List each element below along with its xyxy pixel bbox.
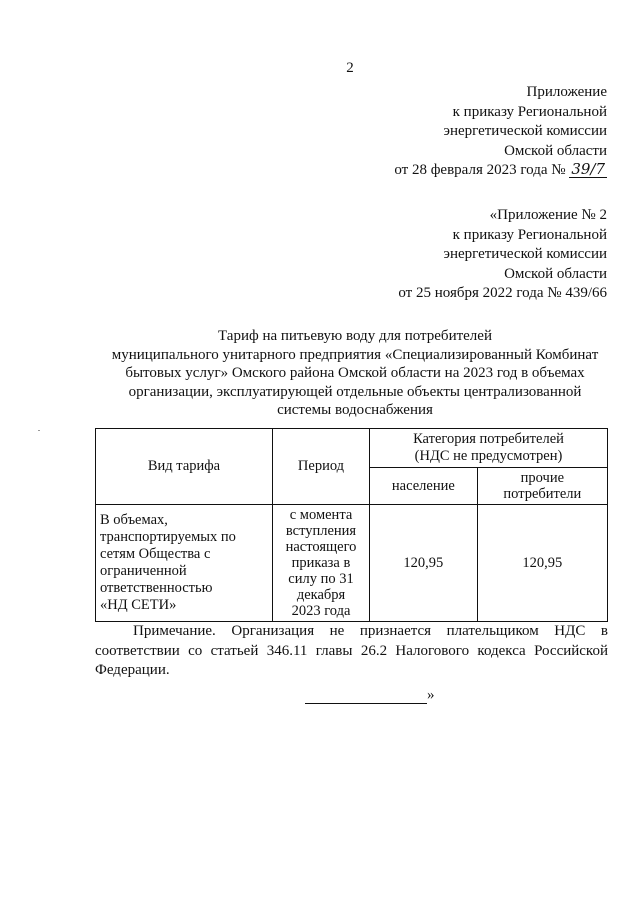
document-title bbox=[95, 327, 615, 420]
table-row bbox=[96, 505, 608, 622]
note-paragraph bbox=[95, 622, 608, 681]
handwritten-order-number: 39/7 bbox=[571, 160, 605, 178]
approval-line: Омской области bbox=[504, 265, 607, 282]
page-number: 2 bbox=[346, 60, 354, 76]
approval-line: Омской области bbox=[504, 142, 607, 159]
header-population: население bbox=[370, 468, 478, 505]
cell-line: сетям Общества с bbox=[100, 546, 211, 562]
header-consumer-category bbox=[370, 429, 608, 468]
approval-line: энергетической комиссии bbox=[443, 246, 607, 262]
header-category-line: Категория потребителей bbox=[413, 431, 564, 447]
approval-date-text: от 28 февраля 2023 года № bbox=[394, 162, 566, 178]
approval-date-line bbox=[394, 161, 607, 181]
approval-line: к приказу Региональной bbox=[452, 103, 607, 120]
approval-line: Приложение bbox=[526, 84, 607, 100]
cell-line: 2023 года bbox=[291, 603, 351, 619]
approval-block-original-order bbox=[398, 206, 607, 304]
cell-line: приказа в bbox=[291, 555, 351, 571]
cell-line: настоящего bbox=[285, 539, 357, 555]
approval-line: энергетической комиссии bbox=[443, 123, 607, 139]
title-line: Тариф на питьевую воду для потребителей bbox=[218, 328, 492, 344]
header-period: Период bbox=[273, 429, 370, 505]
cell-period bbox=[273, 505, 370, 622]
cell-line: ответственностью bbox=[100, 580, 213, 596]
tariff-table bbox=[95, 428, 608, 622]
note-text-line: соответствии со статьей 346.11 главы 26.2 Налогового кодекса Российской bbox=[95, 642, 608, 659]
header-category-line: (НДС не предусмотрен) bbox=[414, 448, 563, 464]
cell-line: «НД СЕТИ» bbox=[100, 597, 177, 613]
header-other-line: потребители bbox=[503, 486, 582, 502]
table-header-row bbox=[96, 429, 608, 468]
cell-tariff-type bbox=[96, 505, 273, 622]
header-other-line: прочие bbox=[520, 470, 565, 486]
cell-line: В объемах, bbox=[100, 512, 168, 528]
closing-quote: » bbox=[427, 687, 435, 703]
note-text-line: Примечание. Организация не признается плательщиком НДС в bbox=[133, 623, 608, 639]
cell-line: силу по 31 bbox=[288, 571, 354, 587]
margin-mark bbox=[38, 430, 40, 431]
title-line: бытовых услуг» Омского района Омской области на 2023 год в объемах bbox=[125, 365, 585, 381]
cell-other-consumers-tariff: 120,95 bbox=[477, 505, 607, 622]
title-line: системы водоснабжения bbox=[277, 402, 433, 418]
cell-line: вступления bbox=[285, 523, 357, 539]
approval-line: к приказу Региональной bbox=[452, 226, 607, 243]
cell-line: транспортируемых по bbox=[100, 529, 236, 545]
approval-block-current-order bbox=[394, 83, 607, 181]
closing-signature-line bbox=[305, 687, 435, 704]
approval-line: от 25 ноября 2022 года № 439/66 bbox=[398, 285, 607, 301]
title-line: муниципального унитарного предприятия «Специализированный Комбинат bbox=[111, 346, 599, 363]
header-other-consumers bbox=[477, 468, 607, 505]
approval-line: «Приложение № 2 bbox=[489, 207, 607, 223]
title-line: организации, эксплуатирующей отдельные объекты централизованной bbox=[128, 383, 582, 400]
cell-population-tariff: 120,95 bbox=[370, 505, 478, 622]
note-text-line: Федерации. bbox=[95, 662, 170, 678]
underline-rule bbox=[305, 687, 427, 704]
cell-line: ограниченной bbox=[100, 563, 187, 579]
cell-line: декабря bbox=[296, 587, 346, 603]
header-tariff-type: Вид тарифа bbox=[96, 429, 273, 505]
cell-line: с момента bbox=[289, 507, 353, 523]
